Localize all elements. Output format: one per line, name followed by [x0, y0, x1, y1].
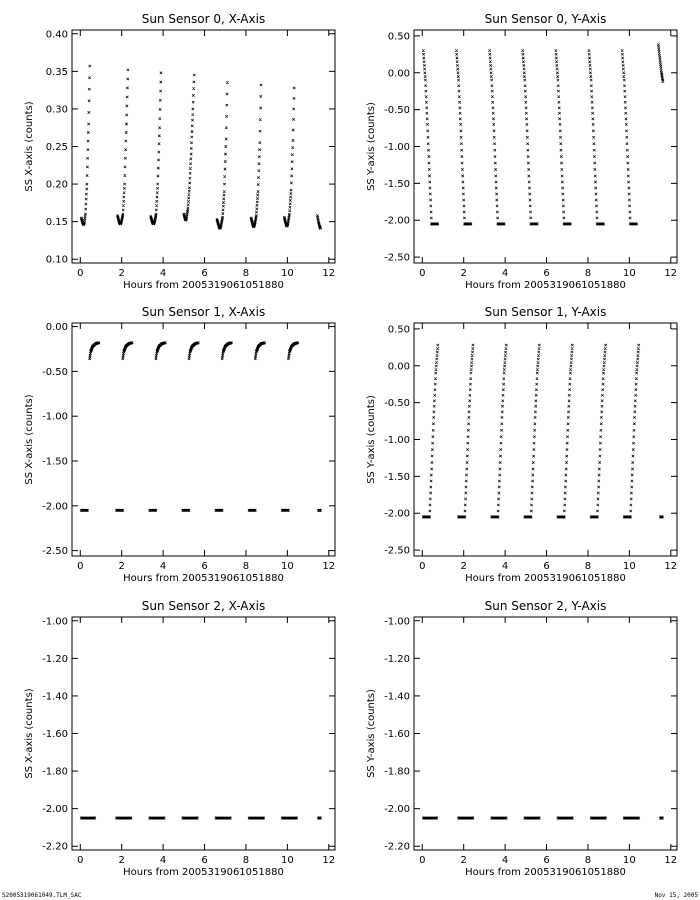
- data-points: [659, 516, 664, 518]
- data-points: [430, 223, 439, 225]
- y-tick-label: -1.00: [42, 411, 68, 423]
- data-series-2: [150, 72, 163, 226]
- data-points: [215, 509, 224, 511]
- x-tick-label: 2: [460, 268, 467, 279]
- data-series-6: [287, 342, 299, 361]
- y-tick-label: 0.50: [387, 324, 410, 336]
- data-series-12: [621, 49, 632, 225]
- data-series-7: [530, 223, 539, 225]
- y-tick-label: -1.80: [384, 766, 410, 778]
- data-series-0: [80, 65, 91, 226]
- data-series-4: [215, 817, 232, 819]
- data-points: [563, 344, 574, 518]
- x-tick-label: 4: [159, 561, 167, 572]
- x-tick-label: 8: [584, 561, 592, 572]
- x-tick-label: 0: [77, 268, 84, 279]
- data-points: [488, 49, 499, 225]
- data-series-6: [283, 87, 295, 228]
- plot-frame: [414, 30, 677, 263]
- y-tick-label: 0.35: [45, 66, 68, 78]
- data-points: [555, 49, 566, 225]
- data-series-5: [250, 84, 262, 228]
- y-tick-label: -2.50: [384, 545, 410, 557]
- x-tick-label: 6: [543, 855, 550, 866]
- data-points: [188, 342, 200, 361]
- x-tick-label: 0: [419, 561, 426, 572]
- data-series-1: [122, 342, 134, 361]
- data-points: [316, 214, 322, 229]
- data-series-2: [155, 342, 167, 361]
- data-series-2: [455, 49, 466, 225]
- chart-panel-0: [24, 12, 335, 291]
- y-axis-label: SS Y-axis (counts): [366, 102, 377, 191]
- footer-date: Nov 15, 2005: [654, 892, 698, 899]
- data-series-12: [248, 509, 257, 511]
- x-axis-label: Hours from 2005319061051880: [465, 867, 626, 878]
- data-points: [557, 817, 574, 819]
- data-series-3: [182, 817, 199, 819]
- x-tick-label: 0: [77, 855, 84, 866]
- chart-title: Sun Sensor 2, Y-Axis: [484, 599, 607, 613]
- data-series-7: [659, 817, 664, 819]
- x-tick-label: 8: [242, 855, 250, 866]
- data-series-0: [80, 817, 96, 819]
- data-points: [80, 817, 96, 819]
- y-tick-label: -2.50: [384, 252, 410, 264]
- x-axis-label: Hours from 2005319061051880: [123, 867, 284, 878]
- data-series-13: [629, 344, 640, 518]
- data-points: [497, 344, 508, 518]
- y-tick-label: -0.50: [42, 366, 68, 378]
- y-tick-label: -2.20: [42, 841, 68, 853]
- data-points: [563, 223, 572, 225]
- data-points: [497, 223, 506, 225]
- data-series-5: [254, 342, 266, 361]
- x-tick-label: 4: [501, 855, 509, 866]
- y-tick-label: -1.50: [42, 456, 68, 468]
- data-points: [629, 344, 640, 518]
- data-points: [215, 817, 232, 819]
- data-points: [281, 817, 298, 819]
- data-series-13: [629, 223, 638, 225]
- y-tick-label: 0.40: [45, 29, 68, 41]
- x-tick-label: 12: [664, 561, 678, 572]
- data-points: [522, 49, 533, 225]
- x-tick-label: 4: [159, 268, 167, 279]
- data-points: [659, 817, 664, 819]
- data-series-4: [216, 81, 229, 229]
- x-tick-label: 2: [460, 855, 467, 866]
- data-points: [216, 81, 229, 229]
- data-series-7: [80, 509, 89, 511]
- y-tick-label: -2.20: [384, 841, 410, 853]
- x-tick-label: 8: [242, 561, 250, 572]
- x-tick-label: 6: [543, 268, 550, 279]
- chart-panel-2: [24, 305, 335, 584]
- x-tick-label: 0: [419, 268, 426, 279]
- x-tick-label: 6: [543, 561, 550, 572]
- data-points: [182, 509, 191, 511]
- data-points: [283, 87, 295, 228]
- data-points: [464, 344, 475, 518]
- x-tick-label: 2: [118, 855, 125, 866]
- data-points: [248, 817, 265, 819]
- x-tick-label: 2: [118, 268, 125, 279]
- data-series-7: [316, 214, 322, 229]
- data-points: [590, 817, 607, 819]
- x-tick-label: 10: [623, 855, 636, 866]
- data-series-7: [317, 817, 322, 819]
- chart-title: Sun Sensor 1, X-Axis: [141, 305, 266, 319]
- data-points: [281, 509, 290, 511]
- footer-filename: S2005319061049.TLM_SAC: [2, 892, 82, 899]
- y-tick-label: -1.60: [42, 729, 68, 740]
- data-points: [182, 817, 199, 819]
- data-points: [428, 344, 439, 518]
- data-series-1: [428, 344, 439, 518]
- chart-title: Sun Sensor 0, X-Axis: [141, 12, 266, 26]
- data-series-8: [115, 509, 124, 511]
- data-points: [457, 817, 474, 819]
- chart-panel-1: [366, 12, 677, 291]
- data-points: [530, 344, 541, 518]
- y-axis-label: SS X-axis (counts): [24, 394, 35, 485]
- data-points: [621, 49, 632, 225]
- x-tick-label: 4: [159, 855, 167, 866]
- data-points: [287, 342, 299, 361]
- y-tick-label: 0.00: [387, 361, 410, 373]
- data-series-7: [530, 344, 541, 518]
- chart-title: Sun Sensor 1, Y-Axis: [484, 305, 607, 319]
- data-series-6: [522, 49, 533, 225]
- y-tick-label: -2.50: [42, 546, 68, 558]
- data-series-10: [182, 509, 191, 511]
- data-points: [422, 49, 433, 225]
- chart-panel-3: [366, 305, 677, 584]
- plot-frame: [72, 617, 335, 850]
- data-points: [524, 817, 541, 819]
- data-series-9: [149, 509, 158, 511]
- x-tick-label: 10: [623, 268, 636, 279]
- data-series-11: [215, 509, 224, 511]
- data-series-11: [596, 223, 605, 225]
- data-points: [250, 84, 262, 228]
- data-series-5: [248, 817, 265, 819]
- chart-panel-5: [366, 599, 677, 878]
- data-points: [115, 509, 124, 511]
- y-tick-label: 0.20: [45, 179, 68, 191]
- y-tick-label: -2.00: [384, 508, 410, 520]
- data-series-0: [88, 342, 100, 361]
- data-series-11: [596, 344, 607, 518]
- data-points: [254, 342, 266, 361]
- data-points: [80, 65, 91, 226]
- data-series-6: [623, 817, 640, 819]
- data-points: [588, 49, 599, 225]
- y-tick-label: 0.00: [387, 68, 410, 80]
- x-tick-label: 6: [201, 268, 208, 279]
- data-series-14: [317, 509, 322, 511]
- y-axis-label: SS X-axis (counts): [24, 101, 35, 192]
- y-tick-label: -2.00: [384, 215, 410, 227]
- y-tick-label: 0.15: [45, 217, 68, 229]
- x-tick-label: 0: [77, 561, 84, 572]
- y-tick-label: -1.00: [384, 142, 410, 153]
- data-points: [317, 817, 322, 819]
- data-series-0: [422, 817, 438, 819]
- x-axis-label: Hours from 2005319061051880: [123, 280, 284, 291]
- data-points: [491, 817, 508, 819]
- data-points: [317, 509, 322, 511]
- data-points: [455, 49, 466, 225]
- x-tick-label: 8: [584, 855, 592, 866]
- data-series-10: [588, 49, 599, 225]
- data-series-3: [464, 223, 473, 225]
- y-tick-label: -1.20: [42, 653, 68, 665]
- data-points: [596, 344, 607, 518]
- x-tick-label: 8: [242, 268, 250, 279]
- plot-frame: [72, 30, 335, 263]
- data-points: [122, 342, 134, 361]
- data-series-3: [188, 342, 200, 361]
- x-tick-label: 10: [281, 268, 294, 279]
- y-tick-label: -1.60: [384, 729, 410, 740]
- data-series-3: [464, 344, 475, 518]
- y-tick-label: -1.40: [384, 691, 410, 703]
- data-series-1: [116, 69, 129, 226]
- data-points: [149, 509, 158, 511]
- data-points: [116, 69, 129, 226]
- data-points: [115, 817, 132, 819]
- chart-title: Sun Sensor 2, X-Axis: [141, 599, 266, 613]
- chart-title: Sun Sensor 0, Y-Axis: [484, 12, 607, 26]
- data-series-1: [115, 817, 132, 819]
- y-tick-label: -1.20: [384, 653, 410, 665]
- data-points: [596, 223, 605, 225]
- x-tick-label: 12: [664, 268, 678, 279]
- y-tick-label: -1.00: [42, 616, 68, 628]
- data-series-6: [281, 817, 298, 819]
- y-tick-label: 0.25: [45, 142, 68, 153]
- data-series-4: [488, 49, 499, 225]
- x-tick-label: 6: [201, 855, 208, 866]
- plot-frame: [72, 323, 335, 556]
- x-tick-label: 4: [501, 561, 509, 572]
- data-series-2: [149, 817, 166, 819]
- y-tick-label: -1.00: [384, 435, 410, 446]
- data-series-13: [281, 509, 290, 511]
- data-series-5: [590, 817, 607, 819]
- data-series-5: [497, 223, 506, 225]
- y-tick-label: -2.00: [42, 804, 68, 816]
- data-series-8: [555, 49, 566, 225]
- y-axis-label: SS X-axis (counts): [24, 688, 35, 779]
- data-series-3: [524, 817, 541, 819]
- x-tick-label: 10: [281, 855, 294, 866]
- x-tick-label: 0: [419, 855, 426, 866]
- x-axis-label: Hours from 2005319061051880: [465, 280, 626, 291]
- data-points: [88, 342, 100, 361]
- data-points: [221, 342, 233, 361]
- y-axis-label: SS Y-axis (counts): [366, 689, 377, 778]
- data-series-5: [497, 344, 508, 518]
- y-tick-label: -1.00: [384, 616, 410, 628]
- data-points: [150, 72, 163, 226]
- data-points: [155, 342, 167, 361]
- y-tick-label: -1.80: [42, 766, 68, 778]
- data-series-4: [221, 342, 233, 361]
- y-tick-label: -2.00: [384, 804, 410, 816]
- y-tick-label: -1.40: [42, 691, 68, 703]
- data-series-0: [422, 49, 433, 225]
- plot-frame: [414, 323, 677, 556]
- data-series-1: [430, 223, 439, 225]
- data-points: [623, 817, 640, 819]
- data-points: [183, 74, 196, 222]
- data-series-9: [563, 223, 572, 225]
- chart-panel-4: [24, 599, 335, 878]
- y-tick-label: 0.10: [45, 254, 68, 266]
- x-axis-label: Hours from 2005319061051880: [465, 573, 626, 584]
- x-tick-label: 12: [322, 561, 336, 572]
- x-tick-label: 12: [322, 268, 336, 279]
- data-series-4: [557, 817, 574, 819]
- data-series-2: [491, 817, 508, 819]
- data-points: [629, 223, 638, 225]
- data-points: [530, 223, 539, 225]
- data-points: [422, 817, 438, 819]
- x-tick-label: 12: [664, 855, 678, 866]
- x-tick-label: 2: [460, 561, 467, 572]
- data-points: [248, 509, 257, 511]
- y-tick-label: -0.50: [384, 398, 410, 410]
- y-tick-label: -1.50: [384, 178, 410, 190]
- y-tick-label: 0.50: [387, 31, 410, 43]
- data-points: [149, 817, 166, 819]
- plot-frame: [414, 617, 677, 850]
- data-series-1: [457, 817, 474, 819]
- y-tick-label: -1.50: [384, 471, 410, 483]
- x-tick-label: 10: [281, 561, 294, 572]
- x-tick-label: 6: [201, 561, 208, 572]
- data-points: [464, 223, 473, 225]
- x-tick-label: 10: [623, 561, 636, 572]
- y-tick-label: 0.00: [45, 322, 68, 334]
- x-tick-label: 2: [118, 561, 125, 572]
- y-tick-label: -0.50: [384, 105, 410, 117]
- data-series-14: [657, 44, 664, 83]
- data-series-14: [659, 516, 664, 518]
- data-points: [657, 44, 664, 83]
- x-tick-label: 4: [501, 268, 509, 279]
- x-tick-label: 8: [584, 268, 592, 279]
- x-axis-label: Hours from 2005319061051880: [123, 573, 284, 584]
- y-axis-label: SS Y-axis (counts): [366, 395, 377, 484]
- y-tick-label: -2.00: [42, 501, 68, 513]
- data-points: [80, 509, 89, 511]
- data-series-9: [563, 344, 574, 518]
- data-series-3: [183, 74, 196, 222]
- y-tick-label: 0.30: [45, 104, 68, 116]
- x-tick-label: 12: [322, 855, 336, 866]
